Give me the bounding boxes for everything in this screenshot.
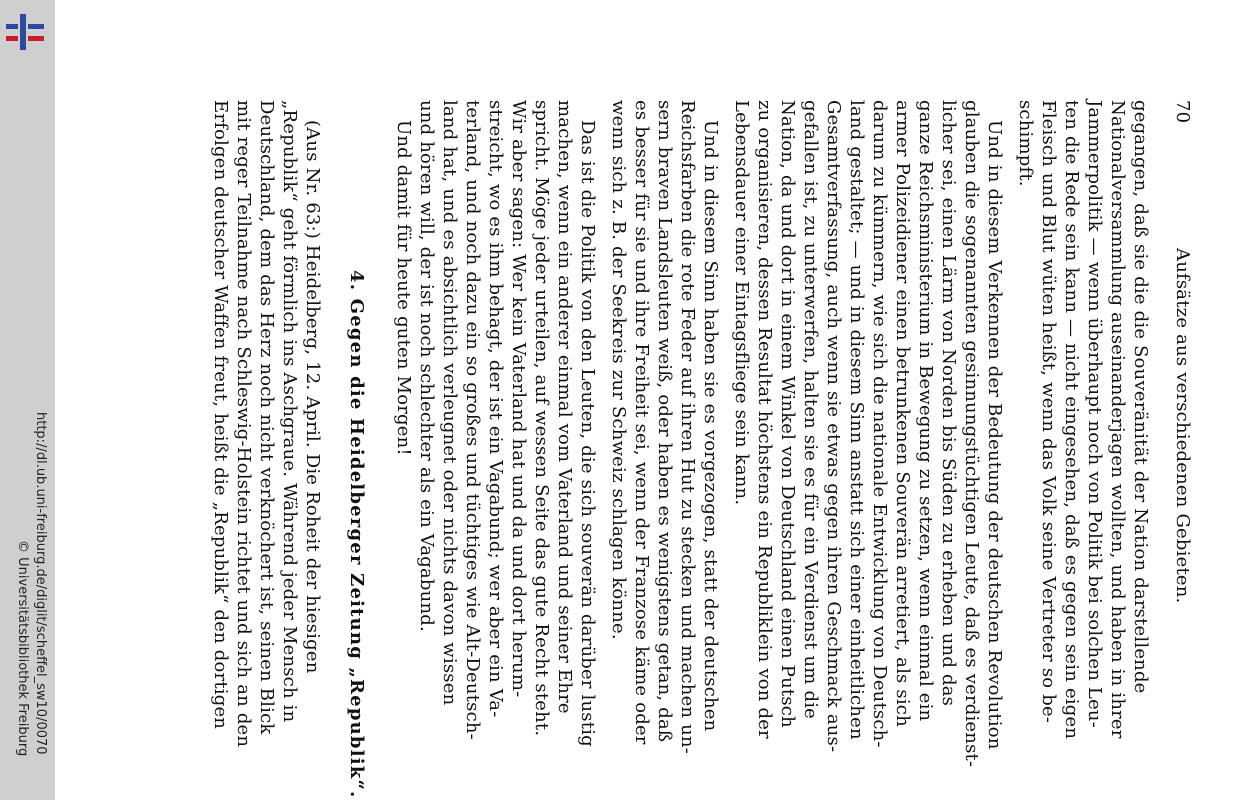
- text-line: spricht. Möge jeder urteilen, auf wessen Seite das gute Recht steht.: [531, 100, 552, 737]
- text-line: und hören will, der ist noch schlechter als ein Vagabund.: [416, 100, 437, 632]
- page-number: 70: [1172, 100, 1193, 124]
- text-line: Nation, da und dort in einem Winkel von Deutschland einen Putsch: [777, 100, 798, 728]
- text-line: wenn sich z. B. der Seekreis zur Schweiz schlagen könne.: [608, 100, 629, 640]
- text-line: terland, und noch dazu ein so großes und tüchtiges wie Alt-Deutsch-: [462, 100, 483, 740]
- text-line: Und damit für heute guten Morgen!: [393, 120, 414, 456]
- document-url[interactable]: http://dl.ub.uni-freiburg.de/diglit/scheffel_sw10/0070: [33, 412, 48, 755]
- text-line: mit reger Teilnahme nach Schleswig-Holstein richtet und sich an den: [233, 100, 254, 748]
- text-line: Das ist die Politik von den Leuten, die sich souverän darüber lustig: [577, 120, 598, 747]
- section-heading: 4. Gegen die Heidelberger Zeitung „Republik“.: [346, 270, 367, 799]
- text-line: Fleisch und Blut wüten heißt, wenn das Volk seine Vertreter so be-: [1038, 100, 1059, 724]
- text-line: land gestaltet; — und in diesem Sinn anstatt sich einer einheitlichen: [846, 100, 867, 740]
- text-line: Jammerpolitik — wenn überhaupt noch von Politik bei solchen Leu-: [1084, 100, 1105, 728]
- text-line: darum zu kümmern, wie sich die nationale Entwicklung von Deutsch-: [869, 100, 890, 748]
- text-line: Und in diesem Sinn haben sie es vorgezogen, statt der deutschen: [700, 120, 721, 732]
- text-line: Wir aber sagen: Wer kein Vaterland hat und da und dort herum-: [508, 100, 529, 698]
- text-line: Reichsfarben die rote Feder auf ihren Hut zu stecken und machen un-: [677, 100, 698, 755]
- text-line: glauben die sogenannten gesinnungstüchtigen Leute, daß es verdienst-: [961, 100, 982, 768]
- text-line: land hat, und es absichtlich verleugnet oder nichts davon wissen: [439, 100, 460, 706]
- text-line: licher sei, einen Lärm von Norden bis Süden zu erheben und das: [938, 100, 959, 707]
- text-line: sern braven Landsleuten weiß, oder haben es wenigstens getan, daß: [654, 100, 675, 743]
- running-title: Aufsätze aus verschiedenen Gebieten.: [1172, 248, 1193, 604]
- text-line: Lebensdauer einer Eintagsfliege sein kann.: [731, 100, 752, 506]
- text-line: Gesamtverfassung, auch wenn sie etwas gegen ihren Geschmack aus-: [823, 100, 844, 753]
- text-line: ten die Rede sein kann — nicht eingesehen, daß es gegen sein eigen: [1061, 100, 1082, 740]
- text-line: Deutschland, dem das Herz noch nicht verknöchert ist, seinen Blick: [256, 100, 277, 735]
- text-line: es besser für sie und ihre Freiheit sei, wenn der Franzose käme oder: [631, 100, 652, 745]
- text-line: gegangen, daß sie die die Souveränität der Nation darstellende: [1130, 100, 1151, 694]
- text-line: streicht, wo es ihm behagt, der ist ein Vagabund; wer aber ein Va-: [485, 100, 506, 718]
- text-line: zu organisieren, dessen Resultat höchstens ein Republiklein von der: [754, 100, 775, 739]
- university-library-logo-icon: [6, 14, 46, 50]
- text-line: gefallen ist, zu unterwerfen, halten sie es für ein Verdienst um die: [800, 100, 821, 720]
- text-line: machen, wenn ein anderer einmal vom Vaterland und seiner Ehre: [554, 100, 575, 714]
- text-line: Erfolgen deutscher Waffen freut, heißt die „Republik“ den dortigen: [210, 100, 231, 730]
- sidebar: [0, 0, 55, 800]
- text-line: ganze Reichsministerium in Bewegung zu setzen, wenn einmal ein: [915, 100, 936, 722]
- text-line: Nationalversammlung auseinanderjagen wollten, und haben in ihrer: [1107, 100, 1128, 739]
- text-line: „Republik“ geht förmlich ins Aschgraue. Während jeder Mensch in: [279, 100, 300, 723]
- copyright-notice: © Universitätsbibliothek Freiburg: [15, 540, 30, 757]
- text-line: armer Polizeidiener einen betrunkenen Souverän arretiert, als sich: [892, 100, 913, 727]
- scanned-page: [55, 0, 1250, 800]
- text-line: schimpft.: [1015, 100, 1036, 187]
- text-line: Und in diesem Verkennen der Bedeutung der deutschen Revolution: [984, 120, 1005, 750]
- text-line: (Aus Nr. 63:) Heidelberg, 12. April. Die Roheit der hiesigen: [302, 120, 323, 674]
